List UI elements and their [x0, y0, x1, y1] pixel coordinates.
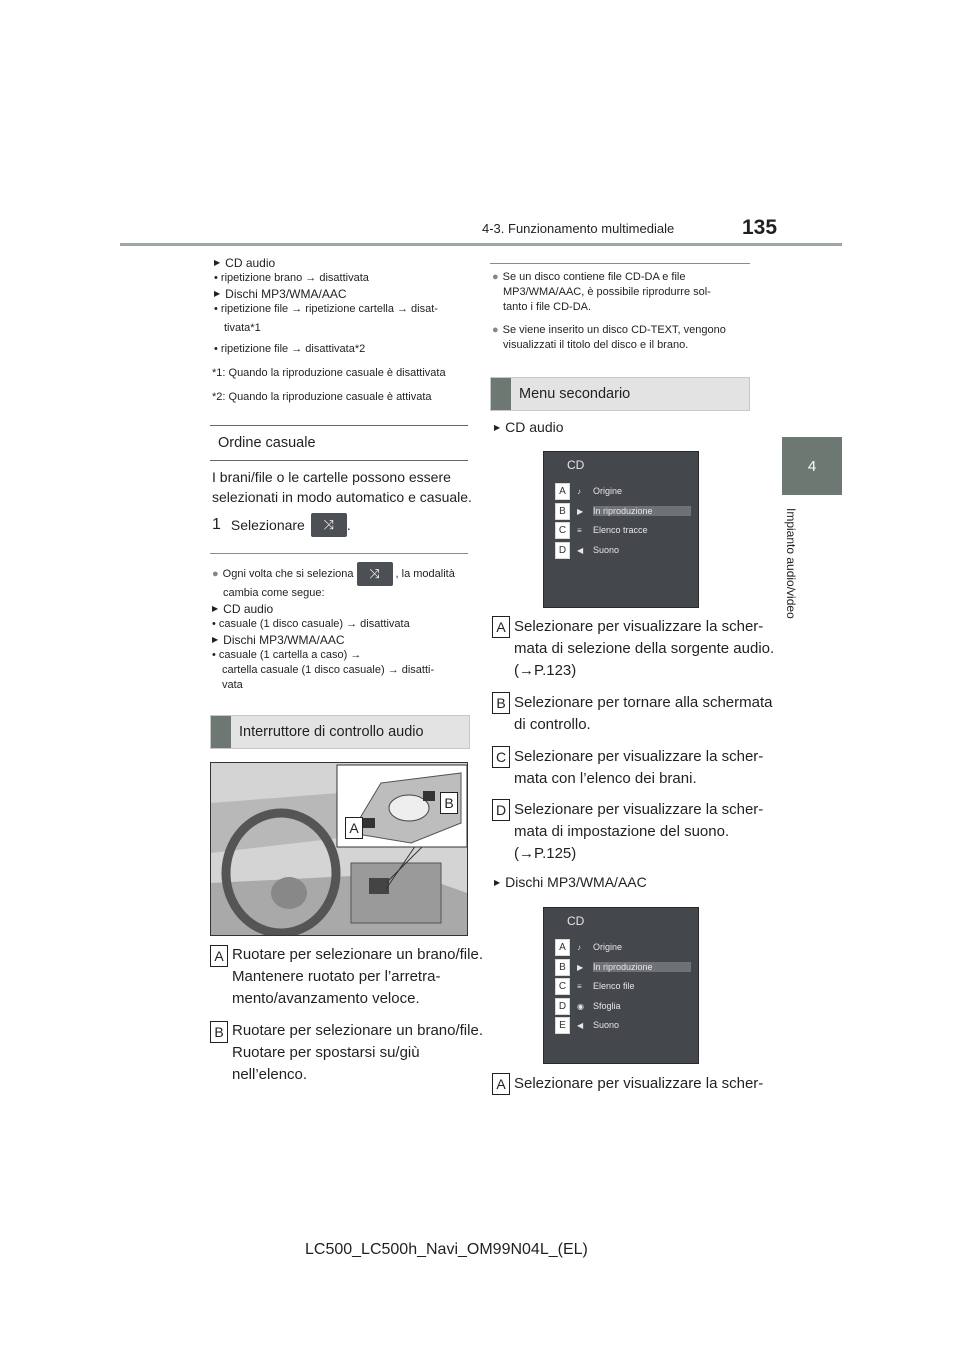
repeat-mode-list — [214, 255, 474, 357]
section-heading: Interruttore di controllo audio — [210, 715, 470, 749]
description: Ruotare per selezionare un brano/file. Mantenere ruotato per l’arretra- mento/avanzamento veloce. — [232, 946, 483, 1007]
step-number: 1 — [212, 516, 221, 533]
note: ● Ogni volta che si seleziona ⤨ , la modalità cambia come segue: ▶ CD audio • casuale (1 disco casuale) → disattivata ▶ Dischi MP3/WMA/AAC • casuale (1 cartella a caso) → cartella casuale (1 disco casuale) → disatti- vata — [212, 562, 472, 693]
menu-item[interactable]: A ♪ Origine — [555, 482, 622, 500]
subheading: ▶ Dischi MP3/WMA/AAC — [494, 872, 647, 893]
menu-item[interactable]: C ≡ Elenco tracce — [555, 521, 648, 539]
list-icon: ≡ — [577, 981, 582, 991]
menu-item[interactable]: C ≡ Elenco file — [555, 977, 635, 995]
source-icon: ♪ — [577, 486, 581, 496]
list-item: ▶ Dischi MP3/WMA/AAC — [214, 286, 474, 302]
cd-menu-screen — [543, 451, 699, 608]
list-icon: ≡ — [577, 525, 582, 535]
menu-item[interactable]: A ♪ Origine — [555, 938, 622, 956]
section-header: 4-3. Funzionamento multimediale — [482, 221, 675, 236]
mp3-menu-screen — [543, 907, 699, 1064]
callout-a: A — [345, 817, 363, 839]
step-text: Selezionare — [230, 517, 305, 533]
list-item: • ripetizione file → disattivata*2 — [214, 343, 366, 355]
callout-b: B — [440, 792, 458, 814]
label-c: C — [492, 746, 510, 768]
description: Selezionare per visualizzare la scher- mata di selezione della sorgente audio. (→P.123) — [514, 618, 775, 679]
section-heading: Menu secondario — [490, 377, 750, 411]
label-a: A — [492, 1073, 510, 1095]
control-switch-illustration — [210, 762, 468, 936]
note: ● Se un disco contiene file CD-DA e file MP3/WMA/AAC, è possibile riprodurre sol- tanto i file CD-DA. ● Se viene inserito un disco CD-TEXT, vengono visualizzati il titolo del disco e il brano. — [492, 270, 757, 353]
label-b: B — [492, 692, 510, 714]
menu-item[interactable]: B ▶ In riproduzione — [555, 958, 691, 976]
menu-item[interactable]: D ◀ Suono — [555, 541, 619, 559]
menu-item[interactable]: E ◀ Suono — [555, 1016, 619, 1034]
label-a: A — [210, 945, 228, 967]
speaker-icon: ◀ — [577, 545, 584, 555]
speaker-icon: ◀ — [577, 1020, 584, 1030]
description: Selezionare per visualizzare la scher- mata di impostazione del suono. (→P.125) — [514, 801, 764, 862]
description: Ruotare per selezionare un brano/file. Ruotare per spostarsi su/giù nell’elenco. — [232, 1022, 483, 1083]
list-item: tivata*1 — [224, 322, 261, 334]
screen-title: CD — [567, 914, 585, 928]
description: Selezionare per visualizzare la scher- mata con l’elenco dei brani. — [514, 748, 764, 787]
header-rule — [120, 243, 842, 246]
menu-item[interactable]: D ◉ Sfoglia — [555, 997, 621, 1015]
page-number: 135 — [742, 216, 778, 239]
menu-item[interactable]: B ▶ In riproduzione — [555, 502, 691, 520]
list-item: ▶ CD audio — [214, 255, 474, 271]
subheading: ▶ CD audio — [494, 417, 564, 438]
source-icon: ♪ — [577, 942, 581, 952]
label-d: D — [492, 799, 510, 821]
shuffle-icon: ⤨ — [357, 562, 393, 586]
shuffle-icon[interactable]: ⤨ — [311, 513, 347, 537]
chapter-number: 4 — [807, 457, 817, 475]
divider — [210, 553, 468, 554]
section-heading: Ordine casuale — [210, 425, 468, 461]
paragraph: I brani/file o le cartelle possono essere — [212, 469, 451, 485]
description: Selezionare per visualizzare la scher- — [514, 1075, 764, 1092]
footnote: *1: Quando la riproduzione casuale è disattivata — [212, 367, 446, 379]
play-icon: ▶ — [577, 506, 584, 516]
play-icon: ▶ — [577, 962, 584, 972]
label-a: A — [492, 616, 510, 638]
label-b: B — [210, 1021, 228, 1043]
step: 1 Selezionare ⤨ . — [212, 513, 351, 537]
car-interior-drawing — [211, 763, 467, 935]
chapter-title: Impianto audio/video — [784, 508, 798, 619]
chapter-tab — [782, 437, 842, 495]
screen-title: CD — [567, 458, 585, 472]
list-item: • ripetizione brano → disattivata — [214, 272, 369, 284]
list-item: • ripetizione file → ripetizione cartella → disat- — [214, 303, 438, 315]
browse-icon: ◉ — [577, 1001, 584, 1011]
description: Selezionare per tornare alla schermata di controllo. — [514, 694, 773, 733]
footnote: *2: Quando la riproduzione casuale è attivata — [212, 391, 432, 403]
paragraph: selezionati in modo automatico e casuale. — [212, 489, 472, 505]
divider — [490, 263, 750, 264]
footer-code: LC500_LC500h_Navi_OM99N04L_(EL) — [305, 1241, 588, 1258]
